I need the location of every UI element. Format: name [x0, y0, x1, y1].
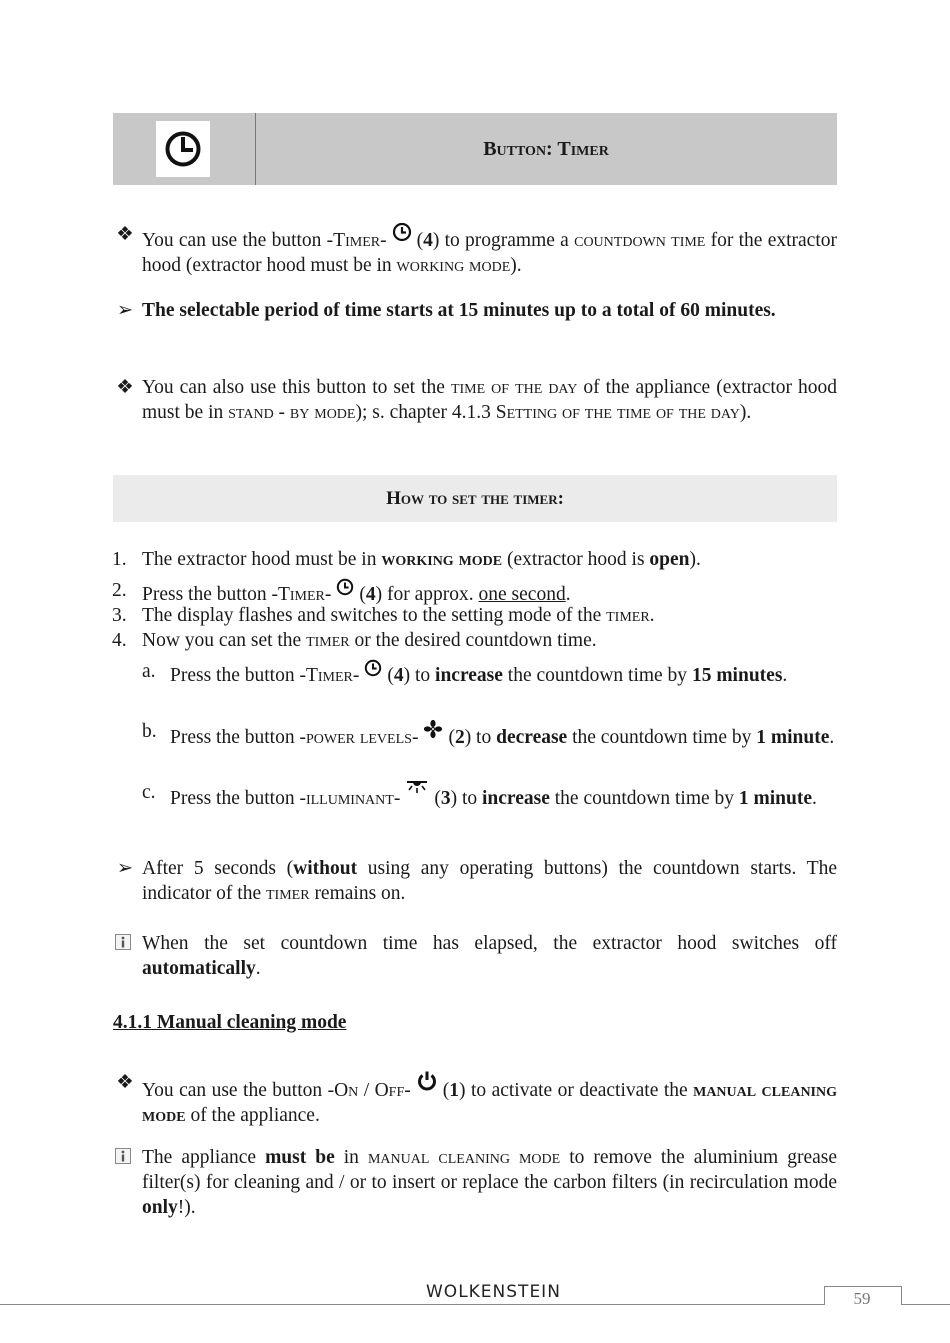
step-1 [142, 547, 837, 572]
button-name-timer: Timer [333, 230, 381, 251]
term-standby-mode: stand - by mode [228, 402, 356, 423]
term-time-of-day: time of the day [450, 377, 578, 398]
text: . [649, 605, 655, 626]
term-timer: timer [306, 630, 350, 651]
emphasis: must be [265, 1147, 335, 1168]
info-icon [115, 1148, 131, 1164]
step-4 [142, 628, 837, 653]
clock-icon [164, 130, 202, 168]
substep-letter: b. [142, 721, 157, 742]
button-number: 4 [365, 584, 376, 605]
text: ( [448, 727, 455, 748]
emphasis: automatically [142, 958, 256, 979]
button-number: 4 [393, 665, 404, 686]
text: ) to programme a [432, 230, 569, 251]
text: using any operating buttons) the countdown starts. The indicator of the [142, 858, 838, 904]
step-number: 4. [112, 630, 127, 651]
paragraph-countdown-starts [142, 856, 837, 906]
text: - [380, 230, 387, 251]
text: ( [387, 665, 394, 686]
emphasis: increase [482, 788, 550, 809]
text: ) to [403, 665, 431, 686]
paragraph-manual-cleaning [142, 1070, 837, 1128]
button-number: 4 [423, 230, 433, 251]
power-icon [416, 1070, 438, 1092]
text: ) to [464, 727, 492, 748]
text: Press the button - [170, 665, 306, 686]
paragraph-filters [142, 1145, 837, 1220]
text: - [393, 788, 401, 809]
header-title: Button: Timer [483, 138, 609, 160]
substep-a [170, 659, 837, 688]
paragraph-auto-off [142, 931, 837, 981]
text: - [352, 665, 360, 686]
chapter-reference: Setting of the time of the day [495, 402, 740, 423]
text: ). [510, 255, 522, 276]
four-diamond-bullet-icon: ❖ [116, 224, 134, 245]
text: The extractor hood must be in [142, 549, 377, 570]
arrowhead-bullet-icon: ➢ [116, 858, 134, 879]
text: (extractor hood is [507, 549, 645, 570]
term-timer: timer [266, 883, 310, 904]
text: Press the button - [170, 788, 306, 809]
text: - [411, 727, 419, 748]
clock-icon [364, 659, 382, 677]
emphasis: 1 minute [738, 788, 813, 809]
footer-rule [0, 1304, 950, 1305]
text: ( [416, 230, 424, 251]
header-icon-cell [113, 113, 256, 185]
emphasis: 1 minute [756, 727, 830, 748]
button-number: 3 [440, 788, 451, 809]
text: The display flashes and switches to the setting mode of the [142, 605, 602, 626]
fan-icon [423, 719, 443, 739]
button-name-on-off: On / Off [334, 1080, 405, 1101]
text: of the appliance (extractor hood must be in [142, 377, 838, 423]
header-bar [113, 113, 837, 185]
paragraph-timer-intro [142, 222, 837, 278]
term-timer: timer [606, 605, 650, 626]
emphasis: open [649, 549, 690, 570]
text: - [404, 1080, 411, 1101]
arrowhead-bullet-icon: ➢ [116, 300, 134, 321]
four-diamond-bullet-icon: ❖ [116, 377, 134, 398]
substep-letter: c. [142, 782, 156, 803]
substep-letter: a. [142, 661, 156, 682]
four-diamond-bullet-icon: ❖ [116, 1072, 134, 1093]
emphasis-underlined: one second [478, 584, 566, 605]
text: You can use the button - [142, 230, 334, 251]
section-title: 4.1.1 Manual cleaning mode [113, 1012, 347, 1033]
step-number: 1. [112, 549, 127, 570]
text: the countdown time by [554, 788, 735, 809]
substep-b [170, 719, 837, 750]
button-name-power-levels: power levels [305, 727, 412, 748]
text: . [565, 584, 571, 605]
button-name-illuminant: illuminant [305, 788, 394, 809]
term-manual-cleaning-mode: manual cleaning mode [142, 1080, 838, 1126]
text: ) to activate or deactivate the [459, 1080, 688, 1101]
brand-logo: WOLKENSTEIN [426, 1282, 561, 1302]
text: ( [442, 1080, 450, 1101]
paragraph-time-of-day [142, 375, 837, 425]
button-number: 2 [454, 727, 465, 748]
text: . [829, 727, 835, 748]
text: ( [359, 584, 366, 605]
text: . [812, 788, 817, 809]
emphasis: without [293, 858, 358, 879]
text: for the extractor hood (extractor hood must be in [142, 230, 838, 276]
text: the countdown time by [572, 727, 752, 748]
substep-c [170, 780, 837, 811]
text: !). [177, 1197, 196, 1218]
text: of the appliance. [190, 1105, 320, 1126]
step-number: 3. [112, 605, 127, 626]
text: When the set countdown time has elapsed, the extractor hood switches off [142, 933, 837, 954]
button-number: 1 [449, 1080, 460, 1101]
term-working-mode: working mode [381, 549, 503, 570]
text: - [324, 584, 332, 605]
text: . [782, 665, 788, 686]
paragraph-selectable-period: The selectable period of time starts at 15 minutes up to a total of 60 minutes. [142, 300, 776, 321]
text: After 5 seconds ( [142, 858, 294, 879]
header-icon-box [156, 121, 210, 177]
term-working-mode: working mode [396, 255, 511, 276]
text: to remove the aluminium grease filter(s) for cleaning and / or to insert or replace the carbon filters (in recirculation mode [142, 1147, 838, 1193]
text: ( [434, 788, 441, 809]
text: The appliance [142, 1147, 257, 1168]
text: Press the button - [170, 727, 306, 748]
subheader-how-to-set-timer: How to set the timer: [113, 475, 837, 522]
text: You can use the button - [142, 1080, 335, 1101]
text: . [255, 958, 261, 979]
text: ). [739, 402, 752, 423]
text: remains on. [314, 883, 406, 904]
clock-icon [336, 578, 354, 596]
text: Now you can set the [142, 630, 302, 651]
button-name-timer: Timer [305, 665, 353, 686]
step-3 [142, 603, 837, 628]
text: ). [689, 549, 701, 570]
emphasis: 15 minutes [691, 665, 783, 686]
text: You can also use this button to set the [142, 377, 445, 398]
light-icon [405, 780, 429, 798]
text: ) to [450, 788, 478, 809]
term-countdown-time: countdown time [574, 230, 706, 251]
term-manual-cleaning-mode: manual cleaning mode [367, 1147, 561, 1168]
page-number: 59 [853, 1289, 871, 1308]
text: Press the button - [142, 584, 278, 605]
text: the countdown time by [507, 665, 688, 686]
button-name-timer: Timer [277, 584, 325, 605]
clock-icon [392, 222, 412, 242]
emphasis: increase [435, 665, 503, 686]
text: in [343, 1147, 359, 1168]
emphasis: decrease [496, 727, 568, 748]
emphasis: only [142, 1197, 178, 1218]
info-icon [115, 934, 131, 950]
text: or the desired countdown time. [354, 630, 597, 651]
text: ); s. chapter 4.1.3 [355, 402, 491, 423]
text: ) for approx. [375, 584, 474, 605]
step-number: 2. [112, 580, 127, 601]
